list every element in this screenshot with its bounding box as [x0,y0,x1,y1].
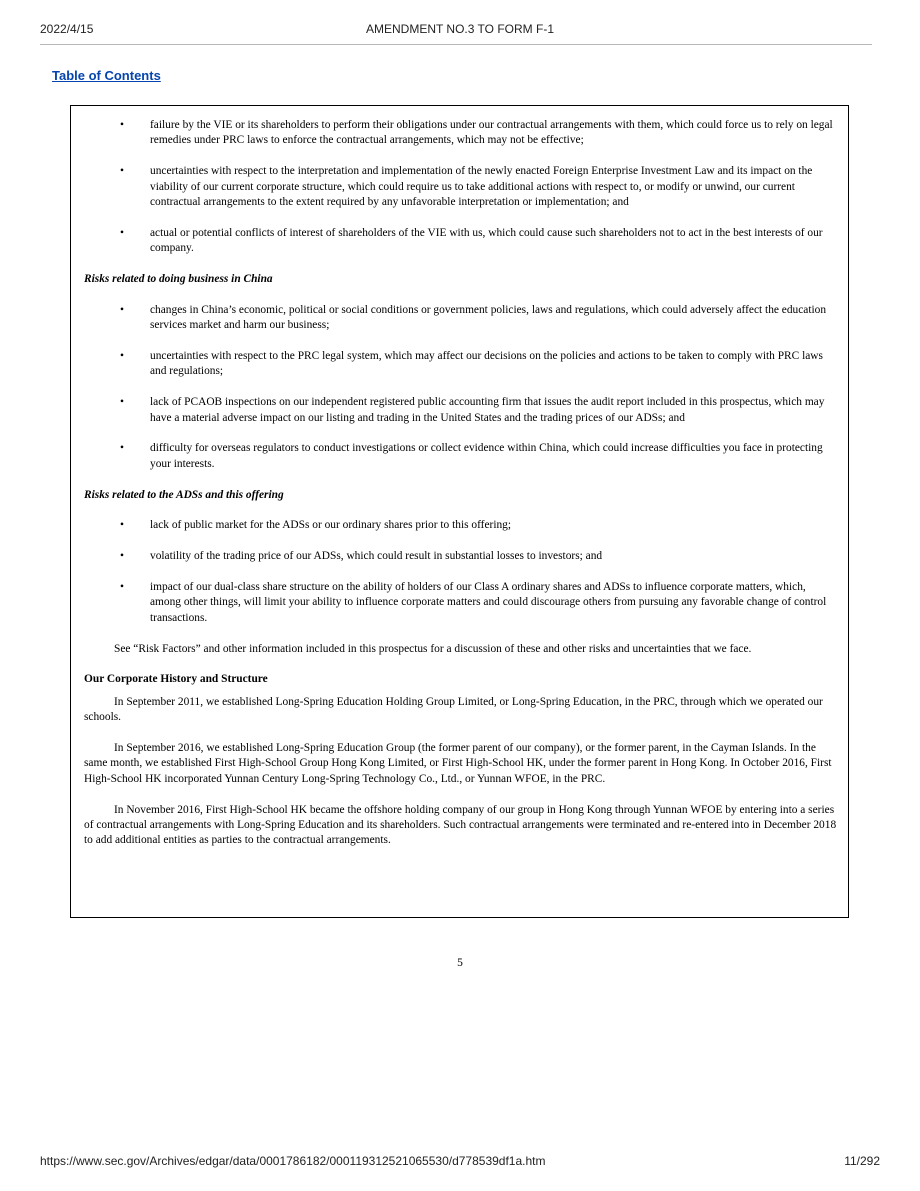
list-item-text: lack of PCAOB inspections on our independent registered public accounting firm that issues the audit report included in this prospectus, which may have a material adverse impact on our listing and trading in the United States and the trading prices of our ADSs; and [150,396,825,424]
corporate-paragraph: In September 2011, we established Long-Spring Education Holding Group Limited, or Long-Spring Education, in the PRC, through which we operated our schools. [84,695,823,724]
ads-risk-list [84,518,837,626]
prospectus-summary-box [70,105,849,918]
vie-risk-list [84,118,837,257]
bullet-icon: • [120,519,124,532]
page-number: 5 [457,957,463,969]
list-item-text: uncertainties with respect to the interpretation and implementation of the newly enacted Foreign Enterprise Investment Law and its impact on the viability of our current corporate structure, which could require us to take additional actions with respect to, or modify or unwind, our current contractual arrangements to the extent required by any unfavorable interpretation or implementation; and [150,165,813,209]
list-item [84,303,837,334]
table-of-contents-link[interactable]: Table of Contents [52,68,161,83]
list-item-text: failure by the VIE or its shareholders to perform their obligations under our contractual arrangements with them, which could force us to rely on legal remedies under PRC laws to enforce the contractual arrangements, which may not be effective; [150,119,833,147]
bullet-icon: • [120,581,124,594]
document-title: AMENDMENT NO.3 TO FORM F-1 [365,22,554,36]
bullet-icon: • [120,303,124,316]
bullet-icon: • [120,550,124,563]
list-item [84,549,837,564]
summary-content [84,118,837,864]
bullet-icon: • [120,226,124,239]
list-item-text: lack of public market for the ADSs or our ordinary shares prior to this offering; [150,519,512,532]
corporate-paragraph: In September 2016, we established Long-Spring Education Group (the former parent of our company), or the former parent, in the Cayman Islands. In the same month, we established First High-School Group Hong Kong Limited, or First High-School HK, under the former parent in Hong Kong. In October 2016, First High-School HK incorporated Yunnan Century Long-Spring Technology Co., Ltd., or Yunnan WFOE, in the PRC. [84,742,832,785]
china-risks-heading: Risks related to doing business in China [84,273,273,286]
list-item-text: changes in China’s economic, political or social conditions or government policies, laws and regulations, which could adversely affect the education services market and harm our business; [150,303,827,332]
bullet-icon: • [120,442,124,455]
bullet-icon: • [120,165,124,178]
bullet-icon: • [120,119,124,131]
bullet-icon: • [120,396,124,409]
list-item-text: uncertainties with respect to the PRC legal system, which may affect our decisions on the policies and actions to be taken to comply with PRC laws and regulations; [150,350,823,378]
list-item [84,226,837,257]
print-date: 2022/4/15 [40,22,94,36]
risk-factors-reference: See “Risk Factors” and other information included in this prospectus for a discussion of these and other risks and uncertainties that we face. [114,642,752,655]
list-item-text: volatility of the trading price of our ADSs, which could result in substantial losses to investors; and [150,550,603,563]
print-page-count: 11/292 [844,1154,880,1168]
list-item-text: actual or potential conflicts of interest of shareholders of the VIE with us, which could cause such shareholders not to act in the best interests of our company. [150,226,823,255]
ads-risks-heading: Risks related to the ADSs and this offering [84,488,284,501]
list-item [84,118,837,149]
list-item [84,349,837,380]
corporate-history-heading: Our Corporate History and Structure [84,673,268,686]
list-item [84,518,837,533]
list-item-text: impact of our dual-class share structure on the ability of holders of our Class A ordinary shares and ADSs to influence corporate matters, which, among other things, will limit your ability to influence corporate matters and could discourage others from pursuing any favorable change of control transactions. [150,581,827,624]
list-item [84,164,837,210]
china-risk-list [84,303,837,472]
list-item [84,395,837,426]
list-item [84,580,837,626]
corporate-paragraph: In November 2016, First High-School HK became the offshore holding company of our group in Hong Kong through Yunnan WFOE by entering into a series of contractual arrangements with Long-Spring Education and its shareholders. Such contractual arrangements were terminated and re-entered into in December 2018 to add additional entities as parties to the contractual arrangements. [84,803,837,847]
header-divider [40,44,872,45]
list-item-text: difficulty for overseas regulators to conduct investigations or collect evidence within China, which could increase difficulties you face in protecting your interests. [150,442,823,470]
bullet-icon: • [120,350,124,363]
source-url: https://www.sec.gov/Archives/edgar/data/0001786182/000119312521065530/d778539df1a.htm [40,1154,546,1168]
list-item [84,441,837,472]
